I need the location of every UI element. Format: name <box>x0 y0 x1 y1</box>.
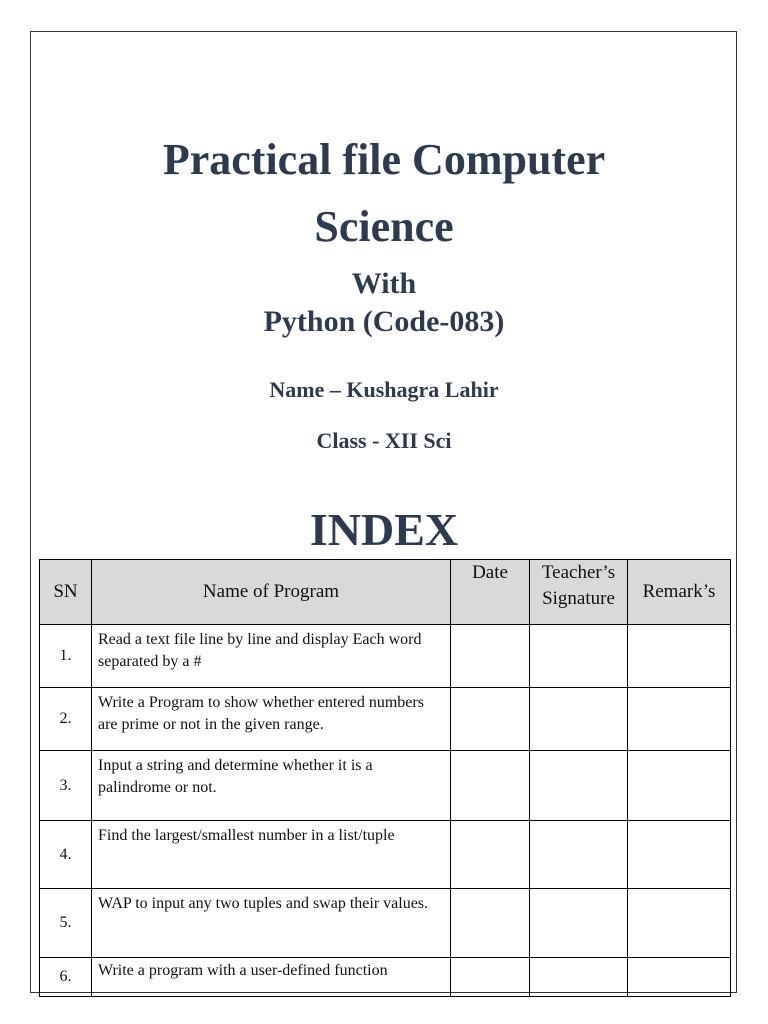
header-teacher-line1: Teacher’s <box>541 562 616 583</box>
row-signature-cell <box>530 958 628 997</box>
row-date-cell <box>451 821 530 889</box>
header-date <box>451 560 530 625</box>
row-remarks-cell <box>628 958 731 997</box>
row-sn: 1. <box>40 625 92 688</box>
table-row <box>40 625 731 688</box>
row-remarks-cell <box>628 821 731 889</box>
row-date-cell <box>451 751 530 821</box>
student-class: Class - XII Sci <box>316 428 452 453</box>
header-remarks: Remark’s <box>628 560 731 625</box>
row-date-cell <box>451 688 530 751</box>
row-sn: 6. <box>40 958 92 997</box>
row-signature-cell <box>530 889 628 958</box>
row-sn: 4. <box>40 821 92 889</box>
row-date-cell <box>451 889 530 958</box>
table-row <box>40 688 731 751</box>
row-signature-cell <box>530 688 628 751</box>
subtitle-with: With <box>351 267 417 300</box>
table-header-row <box>40 560 731 625</box>
row-remarks-cell <box>628 751 731 821</box>
row-signature-cell <box>530 821 628 889</box>
row-sn: 2. <box>40 688 92 751</box>
row-program: Write a Program to show whether entered numbers are prime or not in the given range. <box>92 688 451 751</box>
header-teacher-line2: Signature <box>542 588 615 609</box>
header-date-label: Date <box>472 562 508 583</box>
row-sn: 5. <box>40 889 92 958</box>
row-date-cell <box>451 625 530 688</box>
row-signature-cell <box>530 751 628 821</box>
row-program: Read a text file line by line and display Each word separated by a # <box>92 625 451 688</box>
row-program: Input a string and determine whether it is a palindrome or not. <box>92 751 451 821</box>
page-title-line2: Science <box>314 202 454 251</box>
row-sn: 3. <box>40 751 92 821</box>
row-program: WAP to input any two tuples and swap their values. <box>92 889 451 958</box>
table-row <box>40 821 731 889</box>
header-teacher-signature <box>530 560 628 625</box>
row-signature-cell <box>530 625 628 688</box>
row-date-cell <box>451 958 530 997</box>
row-remarks-cell <box>628 688 731 751</box>
row-program: Write a program with a user-defined function <box>92 958 451 997</box>
table-row <box>40 958 731 997</box>
row-remarks-cell <box>628 889 731 958</box>
index-heading: INDEX <box>309 504 459 555</box>
table-row <box>40 889 731 958</box>
row-remarks-cell <box>628 625 731 688</box>
student-name: Name – Kushagra Lahir <box>269 377 499 402</box>
row-program: Find the largest/smallest number in a list/tuple <box>92 821 451 889</box>
page-title-line1: Practical file Computer <box>162 135 606 184</box>
header-sn: SN <box>40 560 92 625</box>
subtitle-python: Python (Code-083) <box>263 305 505 338</box>
table-row <box>40 751 731 821</box>
header-program: Name of Program <box>92 560 451 625</box>
index-table <box>39 559 731 997</box>
